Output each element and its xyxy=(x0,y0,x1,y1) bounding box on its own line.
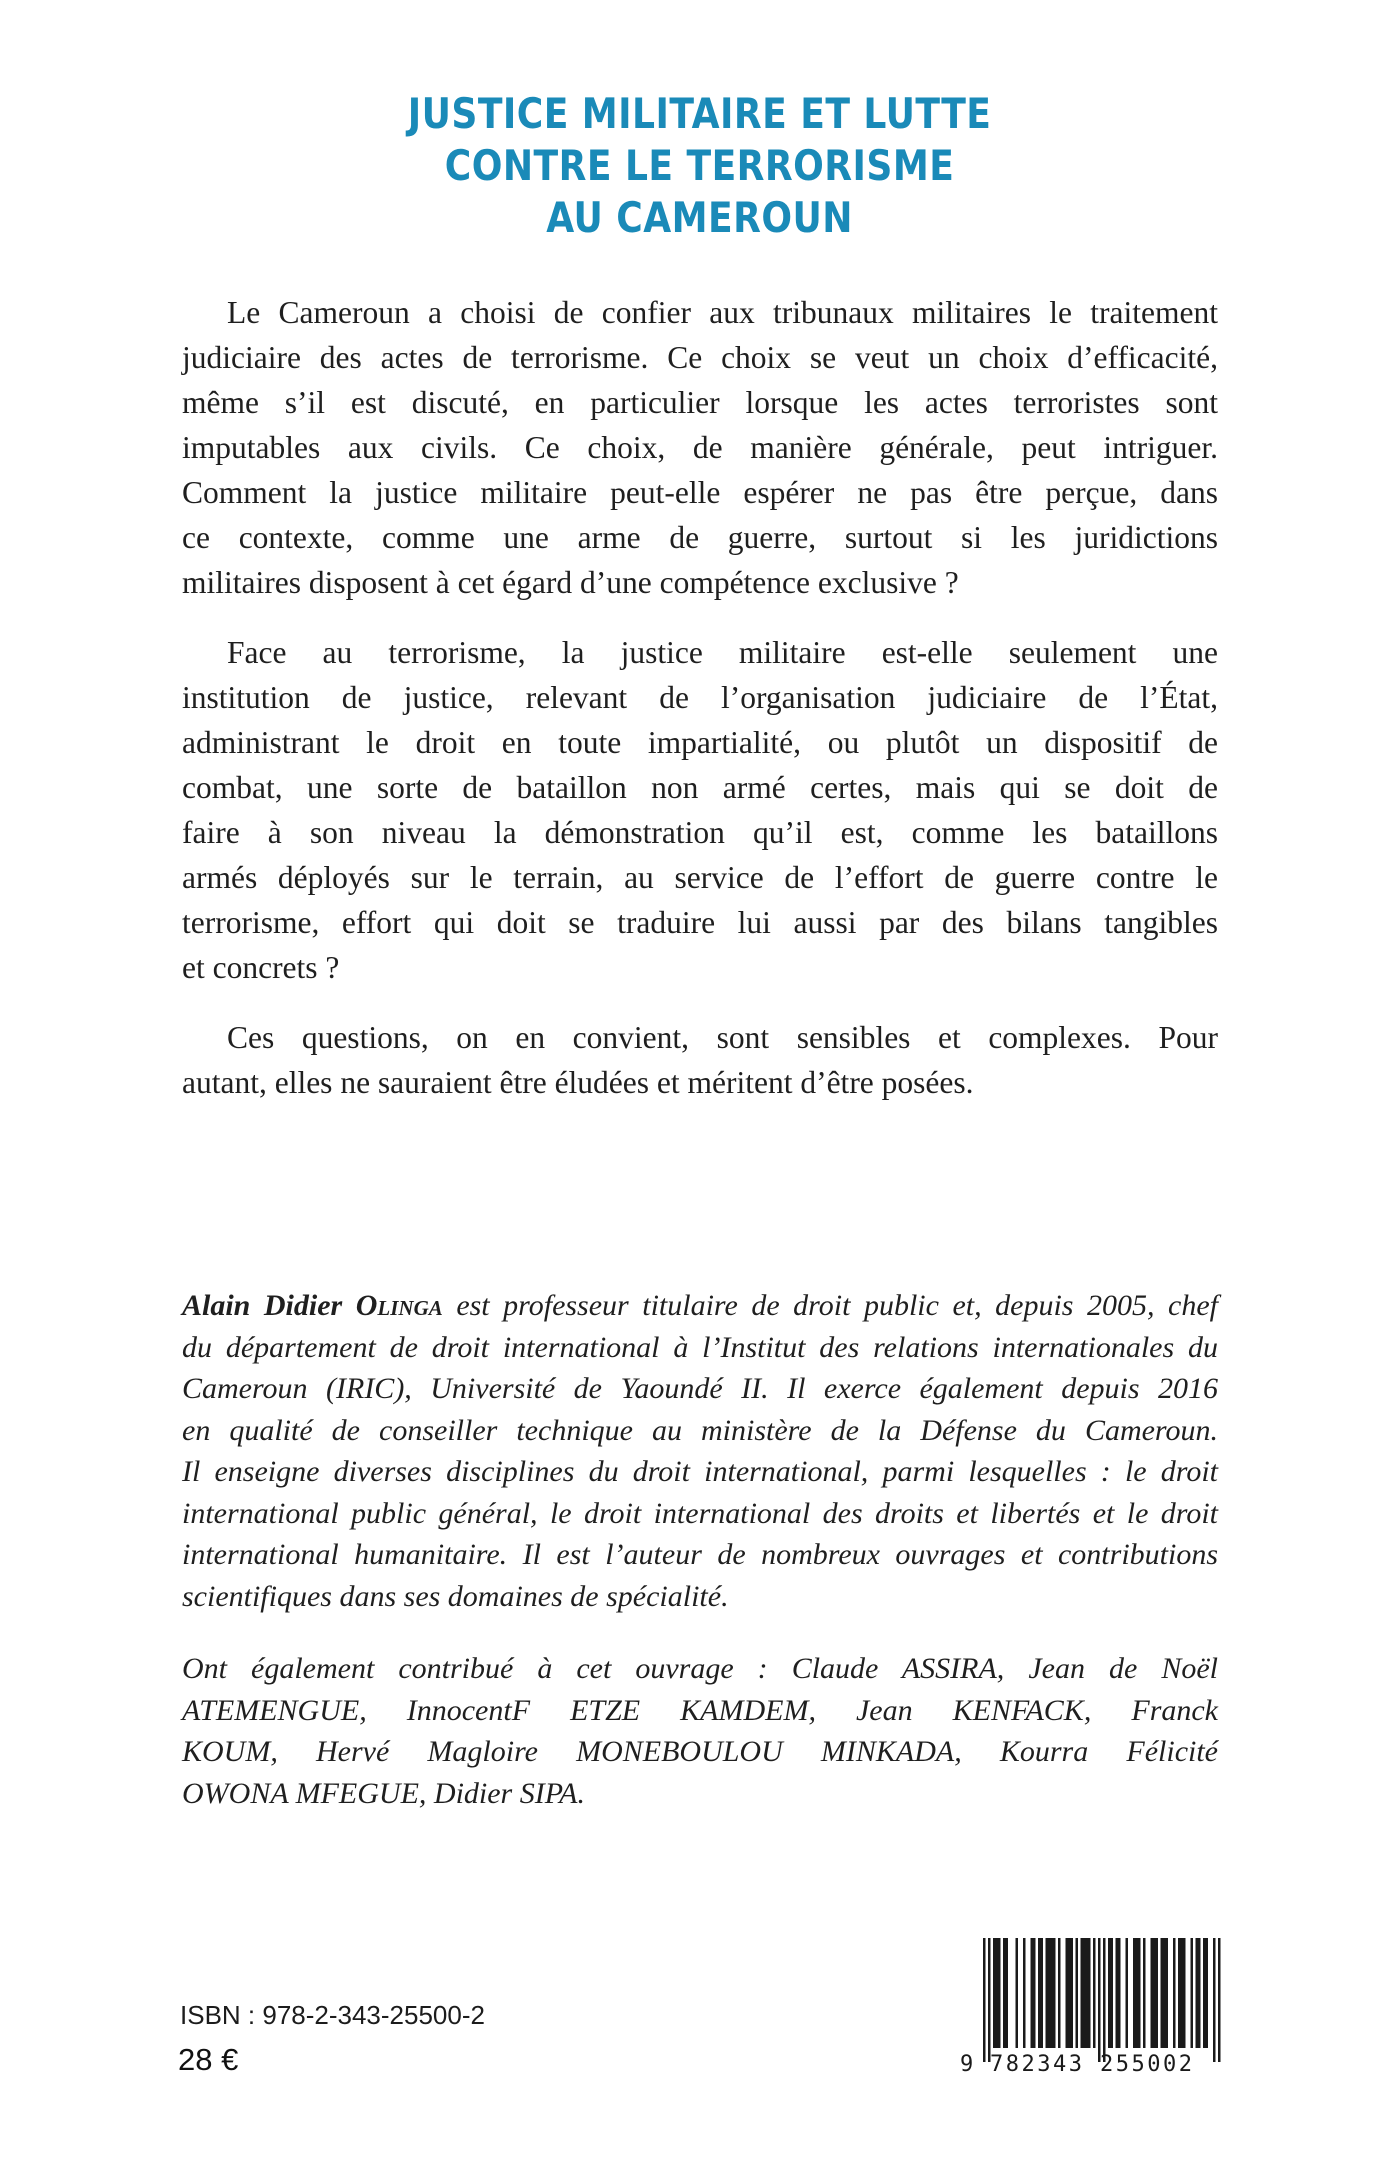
contributors xyxy=(182,1648,1218,1814)
blurb-line: terrorisme, effort qui doit se traduire lui aussi par des bilans tangibles xyxy=(182,905,1218,940)
price: 28 € xyxy=(178,2042,239,2077)
book-title xyxy=(98,88,1302,244)
blurb-line: institution de justice, relevant de l’organisation judiciaire de l’État, xyxy=(182,680,1218,715)
title-line-1: JUSTICE MILITAIRE ET LUTTE xyxy=(407,89,992,138)
contributors-line: ATEMENGUE, InnocentF ETZE KAMDEM, Jean KENFACK, Franck xyxy=(182,1693,1218,1727)
blurb-line: imputables aux civils. Ce choix, de manière générale, peut intriguer. xyxy=(182,430,1218,465)
barcode-icon xyxy=(960,1938,1222,2078)
contributors-line: OWONA MFEGUE, Didier SIPA. xyxy=(182,1776,586,1810)
blurb-line: Face au terrorisme, la justice militaire est-elle seulement une xyxy=(227,635,1218,670)
contributors-line: KOUM, Hervé Magloire MONEBOULOU MINKADA, Kourra Félicité xyxy=(182,1735,1218,1768)
bio-line: Cameroun (IRIC), Université de Yaoundé II. Il exerce également depuis 2016 xyxy=(182,1372,1218,1405)
bio-line: du département de droit international à l’Institut des relations internationales du xyxy=(182,1330,1218,1364)
blurb-line: Le Cameroun a choisi de confier aux tribunaux militaires le traitement xyxy=(227,295,1218,330)
barcode-digits-right: 255002 xyxy=(1100,2052,1192,2077)
isbn: ISBN : 978-2-343-25500-2 xyxy=(180,2000,485,2030)
bio-line: scientifiques dans ses domaines de spécialité. xyxy=(182,1579,729,1613)
blurb-line: militaires disposent à cet égard d’une compétence exclusive ? xyxy=(182,565,959,600)
blurb-paragraph-2 xyxy=(182,630,1218,990)
bio-line: international public général, le droit international des droits et libertés et le droit xyxy=(182,1496,1218,1530)
blurb-line: faire à son niveau la démonstration qu’il est, comme les bataillons xyxy=(182,815,1218,850)
bio-line: Il enseigne diverses disciplines du droit international, parmi lesquelles : le droit xyxy=(182,1455,1218,1488)
author-bio xyxy=(182,1285,1218,1617)
blurb-line: combat, une sorte de bataillon non armé certes, mais qui se doit de xyxy=(182,770,1218,805)
barcode-digit-first: 9 xyxy=(960,2052,974,2077)
blurb-line: Comment la justice militaire peut-elle espérer ne pas être perçue, dans xyxy=(182,475,1218,510)
bio-first-line: Alain Didier Olinga est professeur titulaire de droit public et, depuis 2005, chef xyxy=(182,1289,1218,1322)
blurb-line: Ces questions, on en convient, sont sensibles et complexes. Pour xyxy=(227,1020,1218,1055)
blurb-line: judiciaire des actes de terrorisme. Ce choix se veut un choix d’efficacité, xyxy=(182,340,1218,375)
blurb-paragraph-1 xyxy=(182,290,1218,605)
bio-line: en qualité de conseiller technique au ministère de la Défense du Cameroun. xyxy=(182,1413,1218,1447)
blurb-paragraph-3 xyxy=(182,1015,1218,1105)
author-name: Alain Didier Olinga xyxy=(182,1289,443,1322)
title-line-2: CONTRE LE TERRORISME xyxy=(444,141,955,190)
blurb-line: même s’il est discuté, en particulier lorsque les actes terroristes sont xyxy=(182,385,1218,420)
barcode-digits-left: 782343 xyxy=(990,2052,1082,2077)
blurb-line: autant, elles ne sauraient être éludées et méritent d’être posées. xyxy=(182,1065,974,1100)
bio-line: international humanitaire. Il est l’auteur de nombreux ouvrages et contributions xyxy=(182,1538,1218,1571)
blurb-line: administrant le droit en toute impartialité, ou plutôt un dispositif de xyxy=(182,725,1218,760)
contributors-line: Ont également contribué à cet ouvrage : Claude ASSIRA, Jean de Noël xyxy=(182,1652,1218,1685)
title-line-3: AU CAMEROUN xyxy=(546,193,853,242)
blurb-line: et concrets ? xyxy=(182,950,340,985)
blurb-line: armés déployés sur le terrain, au service de l’effort de guerre contre le xyxy=(182,860,1218,895)
blurb-line: ce contexte, comme une arme de guerre, surtout si les juridictions xyxy=(182,520,1218,555)
